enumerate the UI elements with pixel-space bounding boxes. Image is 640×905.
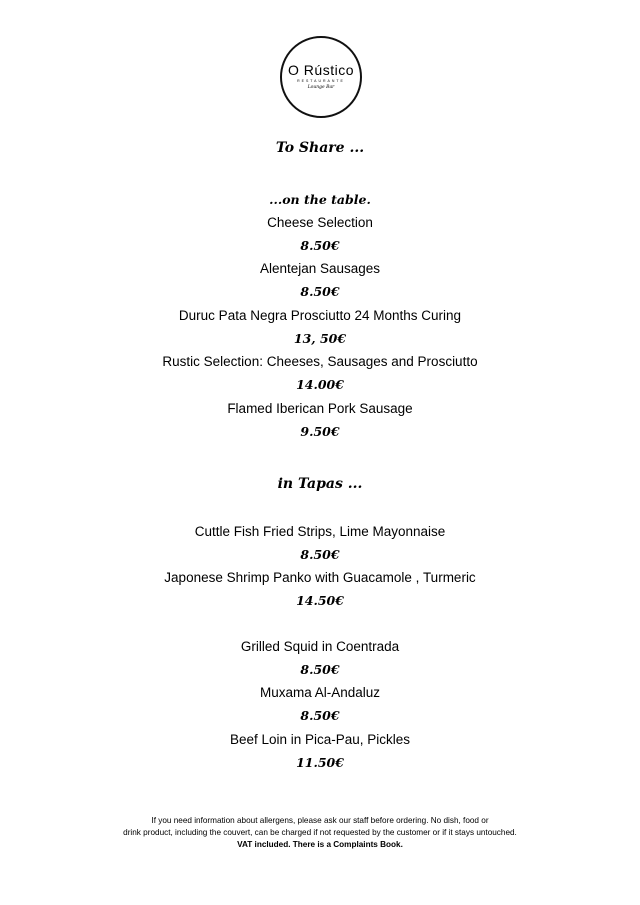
footer-allergen-note: If you need information about allergens, please ask our staff before ordering. No dish, food or: [151, 816, 489, 825]
menu-item-name: Japonese Shrimp Panko with Guacamole , Turmeric: [164, 570, 476, 585]
menu-item-price: 14.50€: [296, 593, 344, 608]
menu-item-price: 8.50€: [300, 662, 340, 677]
menu-item-price: 8.50€: [300, 284, 340, 299]
section-title: in Tapas ...: [277, 476, 363, 492]
menu-item-name: Alentejan Sausages: [259, 261, 381, 276]
menu-item-name: Rustic Selection: Cheeses, Sausages and Prosciutto: [162, 354, 478, 369]
menu-item-name: Cheese Selection: [267, 215, 373, 230]
restaurant-logo: [280, 36, 362, 118]
section-title: To Share ...: [275, 140, 365, 156]
footer-couvert-note: drink product, including the couvert, can be charged if not requested by the customer or if it stays untouched.: [123, 828, 517, 837]
logo-name: O Rústico: [288, 62, 354, 78]
menu-item-price: 8.50€: [300, 547, 340, 562]
menu-item-name: Muxama Al-Andaluz: [259, 685, 381, 700]
menu-item-price: 8.50€: [300, 708, 340, 723]
menu-item-name: Cuttle Fish Fried Strips, Lime Mayonnaise: [194, 524, 446, 539]
section-subtitle: ...on the table.: [269, 192, 371, 207]
menu-item-name: Duruc Pata Negra Prosciutto 24 Months Curing: [178, 308, 462, 323]
logo-subtitle: RESTAURANTE: [297, 79, 345, 83]
menu-item-name: Grilled Squid in Coentrada: [240, 639, 400, 654]
footer-vat-note: VAT included. There is a Complaints Book.: [237, 840, 403, 849]
menu-item-price: 9.50€: [300, 424, 340, 439]
menu-item-price: 11.50€: [296, 755, 344, 770]
logo-tagline: Lounge Bar: [307, 85, 335, 90]
menu-item-name: Beef Loin in Pica-Pau, Pickles: [229, 732, 411, 747]
menu-item-price: 13, 50€: [293, 331, 347, 346]
menu-item-price: 8.50€: [300, 238, 340, 253]
menu-item-name: Flamed Iberican Pork Sausage: [227, 401, 413, 416]
menu-item-price: 14.00€: [296, 377, 344, 392]
